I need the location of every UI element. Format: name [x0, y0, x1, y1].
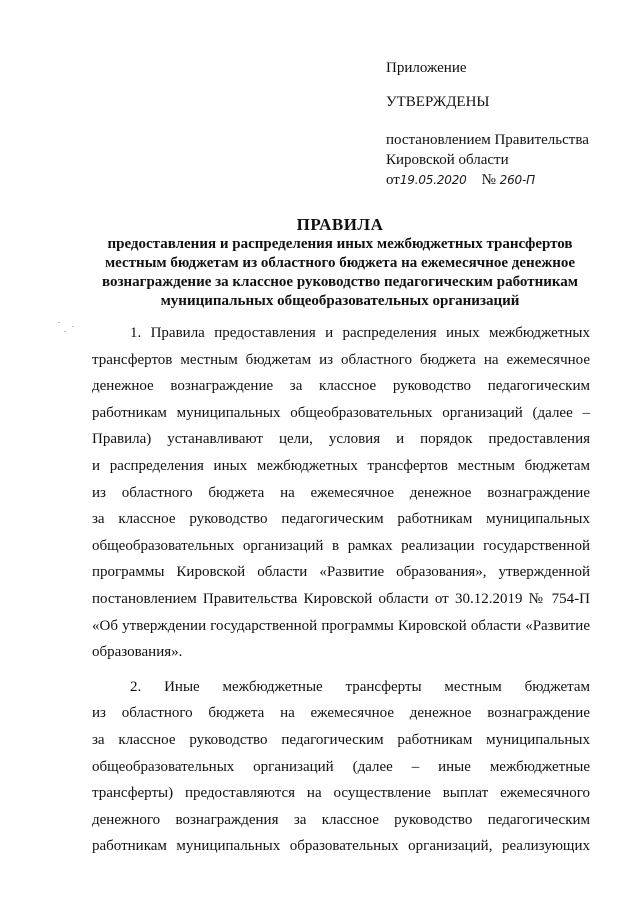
- rules-subtitle-line: местным бюджетам из областного бюджета на ежемесячное денежное: [104, 255, 576, 271]
- approval-block: [386, 58, 626, 190]
- text-line: 1. Правила предоставления и распределения иных межбюджетных: [130, 325, 590, 341]
- text-line: работникам муниципальных образовательных организаций, реализующих: [92, 838, 590, 855]
- text-line: программы Кировской области «Развитие образования», утвержденной: [92, 564, 590, 581]
- text-line: за классное руководство педагогическим работникам муниципальных: [92, 511, 590, 528]
- rules-subtitle-line: муниципальных общеобразовательных организаций: [160, 293, 520, 309]
- date-prefix: от: [386, 172, 400, 188]
- decree-line-1: постановлением Правительства: [386, 132, 589, 148]
- rules-subtitle-line: вознаграждение за классное руководство педагогическим работникам: [101, 274, 578, 290]
- text-line: и распределения иных межбюджетных трансфертов местным бюджетам: [92, 457, 590, 474]
- rules-subtitle-line: предоставления и распределения иных межбюджетных трансфертов: [107, 236, 573, 252]
- decree-date-number-line: [386, 170, 626, 190]
- handwritten-number: 260-П: [499, 173, 535, 187]
- text-line: из областного бюджета на ежемесячное денежное вознаграждение: [92, 705, 590, 722]
- text-line: «Об утверждении государственной программы Кировской области «Развитие: [92, 617, 590, 634]
- number-prefix: №: [481, 172, 496, 188]
- approved-label: УТВЕРЖДЕНЫ: [386, 94, 490, 110]
- appendix-label: Приложение: [386, 60, 467, 76]
- scan-speck: [64, 331, 66, 332]
- decree-line-2: Кировской области: [386, 152, 509, 168]
- text-line: трансферты) предоставляются на осуществление выплат ежемесячного: [92, 785, 590, 802]
- document-body: [92, 320, 590, 860]
- text-line: общеобразовательных организаций (далее – иные межбюджетные: [92, 758, 590, 775]
- handwritten-date: 19.05.2020: [399, 173, 467, 187]
- text-line: общеобразовательных организаций в рамках реализации государственной: [92, 537, 590, 554]
- text-line: за классное руководство педагогическим работникам муниципальных: [92, 731, 590, 748]
- rules-title-block: [60, 215, 620, 311]
- text-line: Правила) устанавливают цели, условия и порядок предоставления: [92, 431, 590, 448]
- text-line: денежного вознаграждения за классное руководство педагогическим: [92, 811, 590, 828]
- scan-speck: [72, 326, 74, 327]
- rules-title: ПРАВИЛА: [296, 215, 384, 234]
- text-line: из областного бюджета на ежемесячное денежное вознаграждение: [92, 484, 590, 501]
- text-line: 2. Иные межбюджетные трансферты местным бюджетам: [130, 678, 590, 695]
- paragraph-1: [92, 320, 590, 666]
- text-line: работникам муниципальных общеобразовательных организаций (далее –: [92, 404, 590, 421]
- text-line: трансфертов местным бюджетам из областного бюджета на ежемесячное: [92, 351, 590, 368]
- paragraph-2: [92, 674, 590, 860]
- text-line: постановлением Правительства Кировской области от 30.12.2019 № 754-П: [92, 590, 590, 607]
- text-line: денежное вознаграждение за классное руководство педагогическим: [92, 378, 590, 395]
- scan-speck: [58, 322, 60, 323]
- text-line: образования».: [92, 644, 183, 661]
